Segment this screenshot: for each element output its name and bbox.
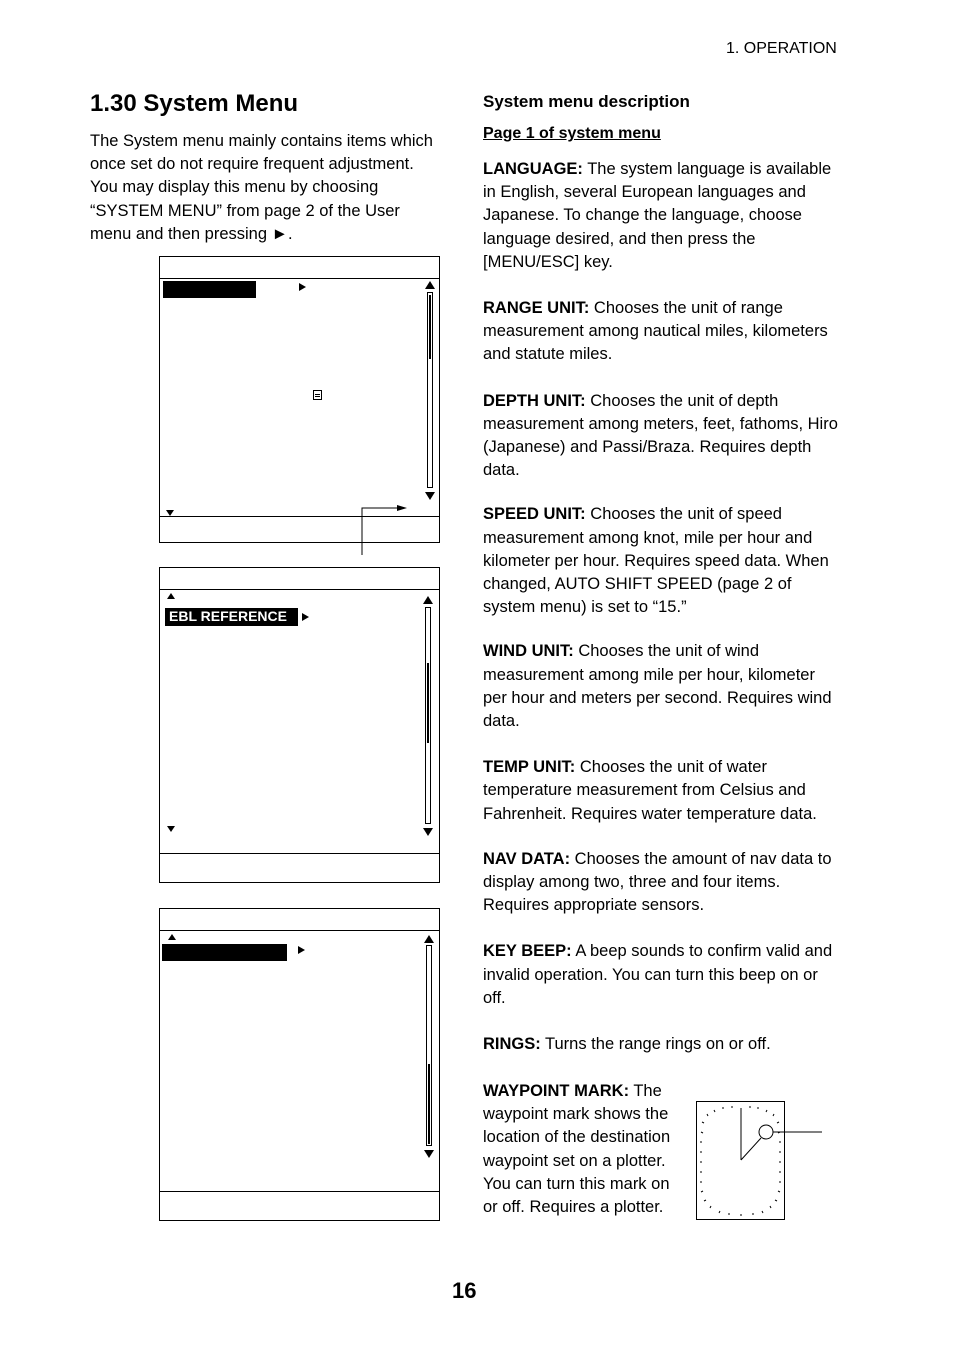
- system-menu-page3-figure: [159, 908, 440, 1221]
- scroll-up-icon: [424, 935, 434, 943]
- chapter-header: 1. OPERATION: [726, 40, 837, 57]
- description-item-wind-unit: [483, 640, 843, 733]
- description-item-range-unit: [483, 297, 843, 367]
- system-menu-page2-figure: [159, 567, 440, 883]
- term: DEPTH UNIT:: [483, 391, 586, 410]
- menu-footer-bar: [160, 853, 439, 882]
- scroll-down-icon: [425, 492, 435, 500]
- submenu-arrow-icon: [299, 283, 306, 291]
- description-item-waypoint-mark: [483, 1080, 688, 1219]
- menu-title-bar: [160, 257, 439, 279]
- term-text: Chooses the unit of wind measurement among mile per hour, kilometer per hour and meters per second. Requires wind data.: [483, 642, 832, 731]
- page-heading: Page 1 of system menu: [483, 125, 661, 142]
- description-item-language: [483, 158, 843, 274]
- scroll-up-icon: [425, 281, 435, 289]
- scroll-up-icon: [423, 596, 433, 604]
- description-item-temp-unit: [483, 756, 843, 826]
- scrollbar-thumb: [428, 1064, 430, 1144]
- menu-selection-highlight: [163, 281, 256, 298]
- description-item-rings: [483, 1033, 843, 1056]
- term: LANGUAGE:: [483, 160, 583, 178]
- scrollbar: [425, 607, 431, 824]
- description-item-nav-data: [483, 848, 843, 918]
- menu-selection-highlight: [162, 944, 287, 961]
- description-list: [483, 158, 843, 1056]
- term-text: Chooses the unit of depth measurement among meters, feet, fathoms, Hiro (Japanese) and Passi/Braza. Requires depth data.: [483, 391, 838, 480]
- scrollbar-thumb: [427, 663, 429, 743]
- page-number: 16: [452, 1278, 477, 1303]
- scroll-down-icon: [423, 828, 433, 836]
- menu-title-bar: [160, 909, 439, 931]
- term-text: Chooses the unit of water temperature measurement from Celsius and Fahrenheit. Requires water temperature data.: [483, 758, 817, 823]
- page-up-icon: [168, 934, 176, 940]
- description-item-key-beep: [483, 940, 843, 1010]
- waypoint-mark-icon: [759, 1125, 773, 1139]
- list-icon: [313, 390, 322, 400]
- menu-title-bar: [160, 568, 439, 590]
- term: WAYPOINT MARK:: [483, 1082, 630, 1100]
- menu-selection-highlight: EBL REFERENCE: [165, 608, 298, 626]
- menu-footer-bar: [160, 1191, 439, 1220]
- description-title: System menu description: [483, 92, 690, 111]
- waypoint-mark-illustration: [695, 1100, 825, 1222]
- page-up-icon: [167, 593, 175, 599]
- intro-paragraph: The System menu mainly contains items which once set do not require frequent adjustment. You may display this menu by choosing “SYSTEM MENU” from page 2 of the User menu and then pressing ►.: [90, 132, 433, 243]
- term: RANGE UNIT:: [483, 299, 590, 318]
- scrollbar: [427, 292, 433, 488]
- term-text: Chooses the amount of nav data to display among two, three and four items. Requires appropriate sensors.: [483, 849, 832, 915]
- submenu-arrow-icon: [302, 613, 309, 621]
- term-text: The system language is available in English, several European languages and Japanese. To change the language, choose language desired, and then press the [MENU/ESC] key.: [483, 160, 832, 271]
- term: NAV DATA:: [483, 849, 571, 868]
- term-text: The waypoint mark shows the location of the destination waypoint set on a plotter. You can turn this mark on or off. Requires a plotter.: [483, 1082, 671, 1217]
- term-text: Chooses the unit of speed measurement among knot, mile per hour and kilometer per hour. Requires speed data. When changed, AUTO SHIFT SPEED (page 2 of system menu) is set to “15.”: [483, 505, 829, 617]
- term: RINGS:: [483, 1035, 541, 1054]
- section-title: 1.30 System Menu: [90, 90, 299, 117]
- callout-leader-line: [355, 500, 415, 560]
- term-text: Turns the range rings on or off.: [540, 1035, 771, 1054]
- description-item-depth-unit: [483, 390, 843, 483]
- scroll-down-icon: [424, 1150, 434, 1158]
- description-item-speed-unit: [483, 503, 843, 619]
- term-text: Chooses the unit of range measurement among nautical miles, kilometers and statute miles.: [483, 299, 828, 364]
- term: KEY BEEP:: [483, 942, 572, 961]
- term: TEMP UNIT:: [483, 758, 576, 777]
- term: WIND UNIT:: [483, 642, 574, 661]
- scrollbar-thumb: [429, 295, 431, 359]
- scrollbar: [426, 945, 432, 1146]
- submenu-arrow-icon: [298, 946, 305, 954]
- term-text: A beep sounds to confirm valid and invalid operation. You can turn this beep on or off.: [483, 942, 833, 1007]
- term: SPEED UNIT:: [483, 505, 586, 524]
- page-down-icon: [167, 826, 175, 832]
